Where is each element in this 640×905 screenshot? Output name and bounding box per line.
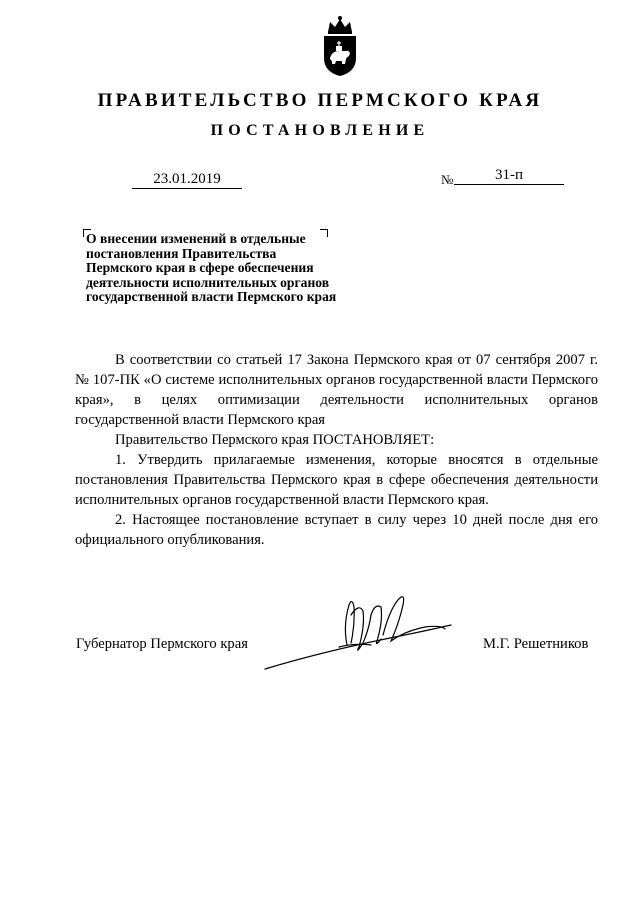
signatory-name: М.Г. Решетников (483, 636, 589, 652)
number-sign: № (441, 172, 454, 187)
subject-line: постановления Правительства (86, 245, 277, 261)
document-body (75, 350, 598, 550)
subject-line: О внесении изменений в отдельные (86, 231, 306, 246)
subject-line: государственной власти Пермского края (86, 289, 337, 305)
handwritten-signature-icon (255, 585, 455, 675)
document-number: 31-п (454, 166, 564, 185)
document-type: ПОСТАНОВЛЕНИЕ (210, 122, 430, 139)
subject-line: Пермского края в сфере обеспечения (86, 260, 314, 276)
body-paragraph: 1. Утвердить прилагаемые изменения, которые вносятся в отдельные постановления Правительства Пермского края в сфере обеспечения деятельности исполнительных органов государственной власти Пермского края. (75, 452, 598, 508)
subject-line: деятельности исполнительных органов (86, 274, 330, 290)
signatory-position: Губернатор Пермского края (76, 636, 248, 652)
body-paragraph: 2. Настоящее постановление вступает в силу через 10 дней после дня его официального опубликования. (75, 512, 598, 548)
body-paragraph: В соответствии со статьей 17 Закона Пермского края от 07 сентября 2007 г. № 107-ПК «О системе исполнительных органов государственной власти Пермского края», в целях оптимизации деятельности исполнительных органов государственной власти Пермского края (75, 352, 598, 428)
document-date: 23.01.2019 (132, 170, 242, 189)
document-subject (86, 232, 386, 305)
body-paragraph: Правительство Пермского края ПОСТАНОВЛЯЕТ: (115, 432, 435, 448)
government-title: ПРАВИТЕЛЬСТВО ПЕРМСКОГО КРАЯ (97, 90, 543, 111)
perm-krai-coat-of-arms-icon (318, 14, 362, 78)
